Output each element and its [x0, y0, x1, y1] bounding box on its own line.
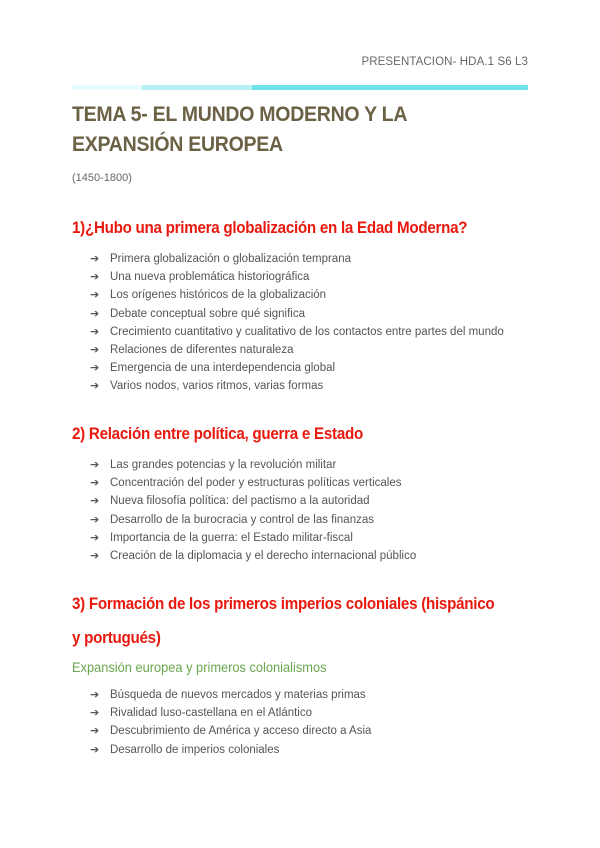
arrow-right-icon: ➔: [90, 477, 100, 490]
arrow-right-icon: ➔: [90, 271, 100, 284]
arrow-right-icon: ➔: [90, 549, 100, 562]
arrow-right-icon: ➔: [90, 531, 100, 544]
list-item: ➔ Crecimiento cuantitativo y cualitativo de los contactos entre partes del mundo: [90, 323, 504, 341]
list-item: ➔ Una nueva problemática historiográfica: [90, 268, 504, 286]
list-item: ➔ Importancia de la guerra: el Estado militar-fiscal: [90, 529, 416, 547]
arrow-right-icon: ➔: [90, 362, 100, 375]
arrow-right-icon: ➔: [90, 743, 100, 756]
arrow-right-icon: ➔: [90, 459, 100, 471]
list-item: ➔ Creación de la diplomacia y el derecho internacional público: [90, 547, 416, 565]
section-3-subheading: Expansión europea y primeros colonialismos: [72, 660, 327, 675]
list-item: ➔ Los orígenes históricos de la globalización: [90, 286, 504, 304]
arrow-right-icon: ➔: [90, 513, 100, 526]
list-item: ➔ Rivalidad luso-castellana en el Atlántico: [90, 704, 371, 722]
page-title: TEMA 5- EL MUNDO MODERNO Y LA EXPANSIÓN EUROPEA: [72, 103, 407, 156]
section-3-heading: 3) Formación de los primeros imperios coloniales (hispánico y portugués): [72, 595, 495, 647]
list-item: ➔ Debate conceptual sobre qué significa: [90, 305, 504, 323]
arrow-right-icon: ➔: [90, 725, 100, 738]
section-1-list: [90, 250, 504, 396]
list-item: ➔ Primera globalización o globalización temprana: [90, 250, 504, 268]
arrow-right-icon: ➔: [90, 689, 100, 701]
list-item: ➔ Nueva filosofía política: del pactismo a la autoridad: [90, 492, 416, 510]
list-item: ➔ Concentración del poder y estructuras políticas verticales: [90, 474, 416, 492]
arrow-right-icon: ➔: [90, 380, 100, 393]
list-item: ➔ Desarrollo de imperios coloniales: [90, 741, 371, 759]
arrow-right-icon: ➔: [90, 289, 100, 302]
arrow-right-icon: ➔: [90, 495, 100, 508]
section-2-heading: 2) Relación entre política, guerra e Estado: [72, 425, 363, 443]
arrow-right-icon: ➔: [90, 343, 100, 356]
list-item: ➔ Desarrollo de la burocracia y control de las finanzas: [90, 511, 416, 529]
list-item: ➔ Relaciones de diferentes naturaleza: [90, 341, 504, 359]
list-item: ➔ Descubrimiento de América y acceso directo a Asia: [90, 722, 371, 740]
list-item: ➔ Las grandes potencias y la revolución militar: [90, 456, 416, 474]
section-3-list: [90, 686, 371, 759]
arrow-right-icon: ➔: [90, 325, 100, 338]
list-item: ➔ Búsqueda de nuevos mercados y materias primas: [90, 686, 371, 704]
header-reference: PRESENTACION- HDA.1 S6 L3: [361, 56, 528, 68]
list-item: ➔ Emergencia de una interdependencia global: [90, 359, 504, 377]
arrow-right-icon: ➔: [90, 707, 100, 720]
arrow-right-icon: ➔: [90, 307, 100, 320]
page-subtitle: (1450-1800): [72, 172, 132, 184]
arrow-right-icon: ➔: [90, 253, 100, 265]
section-1-heading: 1)¿Hubo una primera globalización en la Edad Moderna?: [72, 219, 468, 237]
list-item: ➔ Varios nodos, varios ritmos, varias formas: [90, 377, 504, 395]
header-rule: [72, 85, 528, 90]
section-2-list: [90, 456, 416, 565]
